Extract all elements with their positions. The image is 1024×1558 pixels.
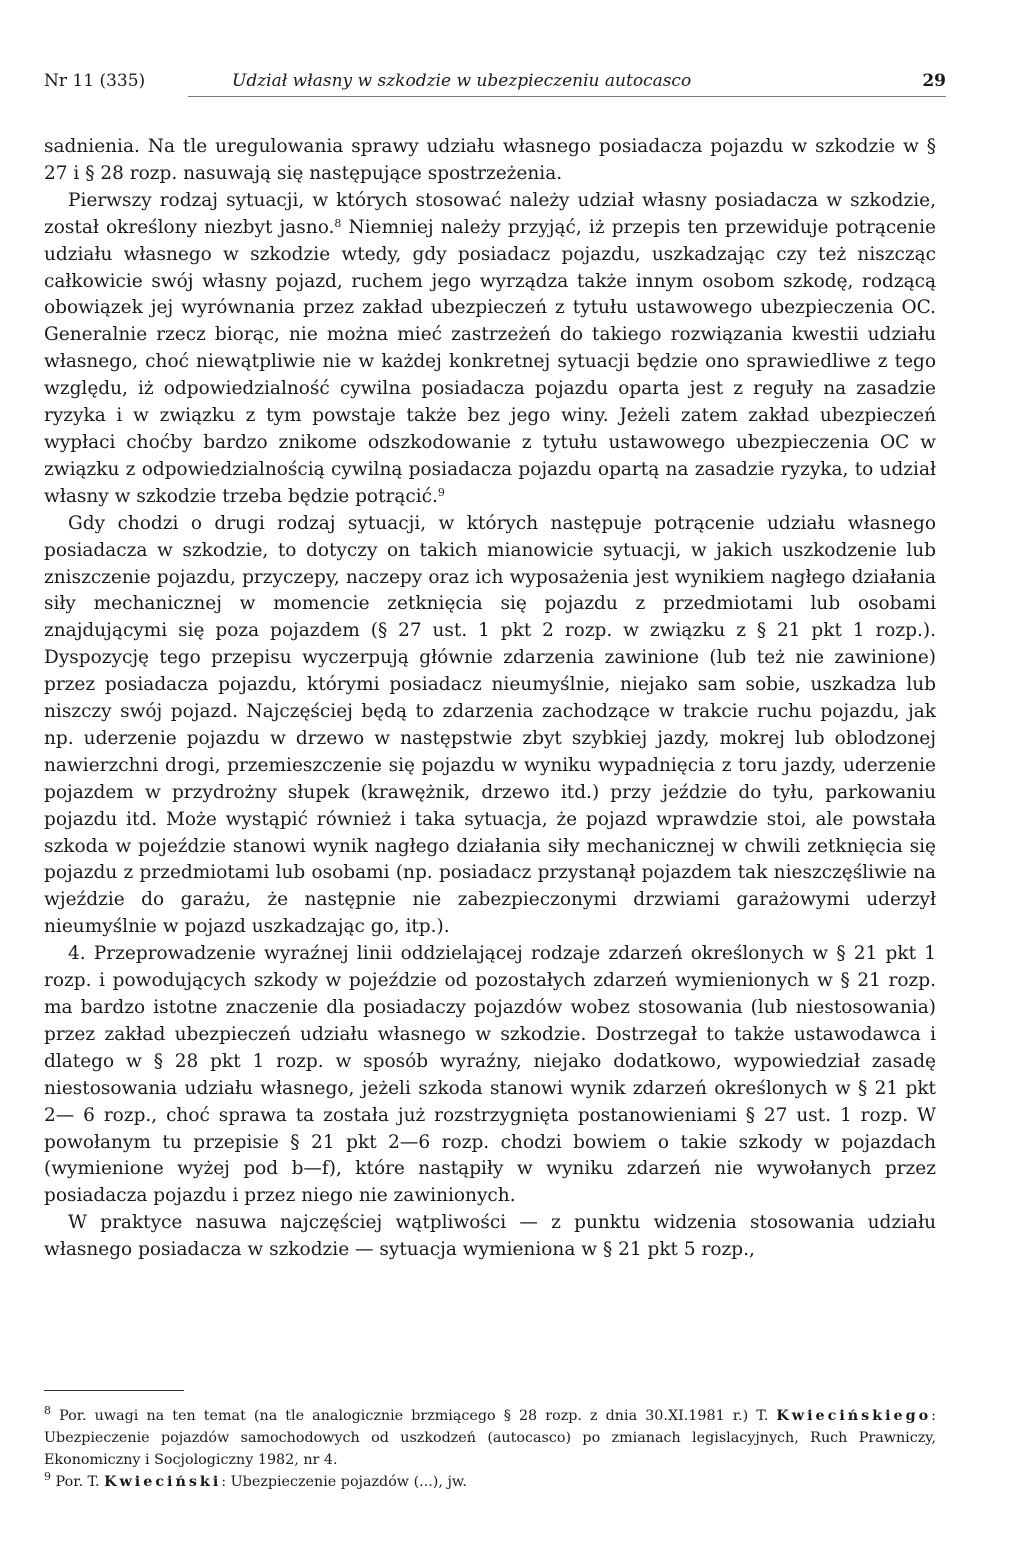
footnote-9-text-a: Por. T.: [51, 1474, 105, 1490]
body-text: [44, 134, 936, 1264]
paragraph-1: sadnienia. Na tle uregulowania sprawy udziału własnego posiadacza pojazdu w szkodzie w § 27 i § 28 rozp. nasuwają się następujące spostrzeżenia.: [44, 136, 936, 184]
page-number: 29: [922, 71, 946, 91]
footnote-8-author: Kwiecińskiego: [776, 1408, 932, 1424]
footnote-rule: [44, 1390, 184, 1391]
footnote-9-mark: 9: [44, 1470, 51, 1483]
paragraph-2: [44, 188, 936, 511]
footnote-9-text-b: : Ubezpieczenie pojazdów (...), jw.: [221, 1474, 467, 1490]
issue-number: Nr 11 (335): [44, 71, 146, 91]
header-rule: [188, 96, 946, 97]
running-header: [44, 66, 946, 96]
paragraph-2-text-b: Niemniej należy przyjąć, iż przepis ten przewiduje potrącenie udziału własnego w szkodzie wtedy, gdy posiadacz pojazdu, uszkadzając czy też niszcząc całkowicie swój własny pojazd, ruchem jego wyrządza także innym osobom szkodę, rodzącą obowiązek jej wyrównania przez zakład ubezpieczeń z tytułu ustawowego ubezpieczenia OC. Generalnie rzecz biorąc, nie można mieć zastrzeżeń do takiego rozwiązania kwestii udziału własnego, choć niewątpliwie nie w każdej konkretnej sytuacji będzie ono sprawiedliwe z tego względu, iż odpowiedzialność cywilna posiadacza pojazdu oparta jest z reguły na zasadzie ryzyka i w związku z tym powstaje także bez jego winy. Jeżeli zatem zakład ubezpieczeń wypłaci choćby bardzo znikome odszkodowanie z tytułu ustawowego ubezpieczenia OC w związku z odpowiedzialnością cywilną posiadacza pojazdu opartą na zasadzie ryzyka, to udział własny w szkodzie trzeba będzie potrącić.: [44, 216, 936, 507]
footnote-8: [44, 1405, 936, 1471]
footnote-8-text-b: : Ubezpieczenie pojazdów samochodowych od uszkodzeń (autocasco) po zmianach legislacyjnych, Ruch Prawniczy, Ekonomiczny i Socjologiczny 1982, nr 4.: [44, 1408, 936, 1468]
footnote-8-mark: 8: [44, 1404, 51, 1417]
paragraph-5: W praktyce nasuwa najczęściej wątpliwości — z punktu widzenia stosowania udziału własnego posiadacza w szkodzie — sytuacja wymieniona w § 21 pkt 5 rozp.,: [44, 1212, 936, 1261]
footnote-ref-9[interactable]: 9: [437, 485, 445, 499]
running-title: Udział własny w szkodzie w ubezpieczeniu autocasco: [232, 71, 692, 91]
paragraph-2-text-a: Pierwszy rodzaj sytuacji, w których stosować należy udział własny posiadacza w szkodzie, został określony niezbyt jasno.: [44, 189, 936, 238]
footnote-ref-8[interactable]: 8: [334, 216, 342, 230]
paragraph-4: 4. Przeprowadzenie wyraźnej linii oddzielającej rodzaje zdarzeń określonych w § 21 pkt 1 rozp. i powodujących szkody w pojeździe od pozostałych zdarzeń wymienionych w § 21 rozp. ma bardzo istotne znaczenie dla posiadaczy pojazdów wobez stosowania (lub niestosowania) przez zakład ubezpieczeń udziału własnego w szkodzie. Dostrzegał to także ustawodawca i dlatego w § 28 pkt 1 rozp. w sposób wyraźny, niejako dodatkowo, wypowiedział zasadę niestosowania udziału własnego, jeżeli szkoda stanowi wynik zdarzeń określonych w § 21 pkt 2— 6 rozp., choć sprawa ta została już rozstrzygnięta postanowieniami § 27 ust. 1 rozp. W powołanym tu przepisie § 21 pkt 2—6 rozp. chodzi bowiem o takie szkody w pojazdach (wymienione wyżej pod b—f), które nastąpiły w wyniku zdarzeń nie wywołanych przez posiadacza pojazdu i przez niego nie zawinionych.: [44, 943, 936, 1207]
paragraph-3: Gdy chodzi o drugi rodzaj sytuacji, w których następuje potrącenie udziału własnego posiadacza w szkodzie, to dotyczy on takich mianowicie sytuacji, w jakich uszkodzenie lub zniszczenie pojazdu, przyczepy, naczepy oraz ich wyposażenia jest wynikiem nagłego działania siły mechanicznej w momencie zetknięcia się pojazdu z przedmiotami lub osobami znajdującymi się poza pojazdem (§ 27 ust. 1 pkt 2 rozp. w związku z § 21 pkt 1 rozp.). Dyspozycję tego przepisu wyczerpują głównie zdarzenia zawinione (lub też nie zawinione) przez posiadacza pojazdu, którymi posiadacz nieumyślnie, niejako sam sobie, uszkadza lub niszczy swój pojazd. Najczęściej będą to zdarzenia zachodzące w trakcie ruchu pojazdu, jak np. uderzenie pojazdu w drzewo w następstwie zbyt szybkiej jazdy, mokrej lub oblodzonej nawierzchni drogi, przemieszczenie się pojazdu w wyniku wypadnięcia z toru jazdy, uderzenie pojazdem w przydrożny słupek (krawężnik, drzewo itd.) przy jeździe do tyłu, parkowaniu pojazdu itd. Może wystąpić również i taka sytuacja, że pojazd wprawdzie stoi, ale powstała szkoda w pojeździe stanowi wynik nagłego działania siły mechanicznej w chwili zetknięcia się pojazdu z przedmiotami lub osobami (np. posiadacz przystanął pojazdem tak nieszczęśliwie na wjeździe do garażu, że następnie nie zabezpieczonymi drzwiami garażowymi uderzył nieumyślnie w pojazd uszkadzając go, itp.).: [44, 512, 936, 938]
footnote-8-text-a: Por. uwagi na ten temat (na tle analogicznie brzmiącego § 28 rozp. z dnia 30.XI.1981 r.) T.: [51, 1408, 777, 1424]
footnote-9: [44, 1471, 936, 1493]
footnote-9-author: Kwieciński: [104, 1474, 222, 1490]
footnotes: [44, 1390, 936, 1493]
